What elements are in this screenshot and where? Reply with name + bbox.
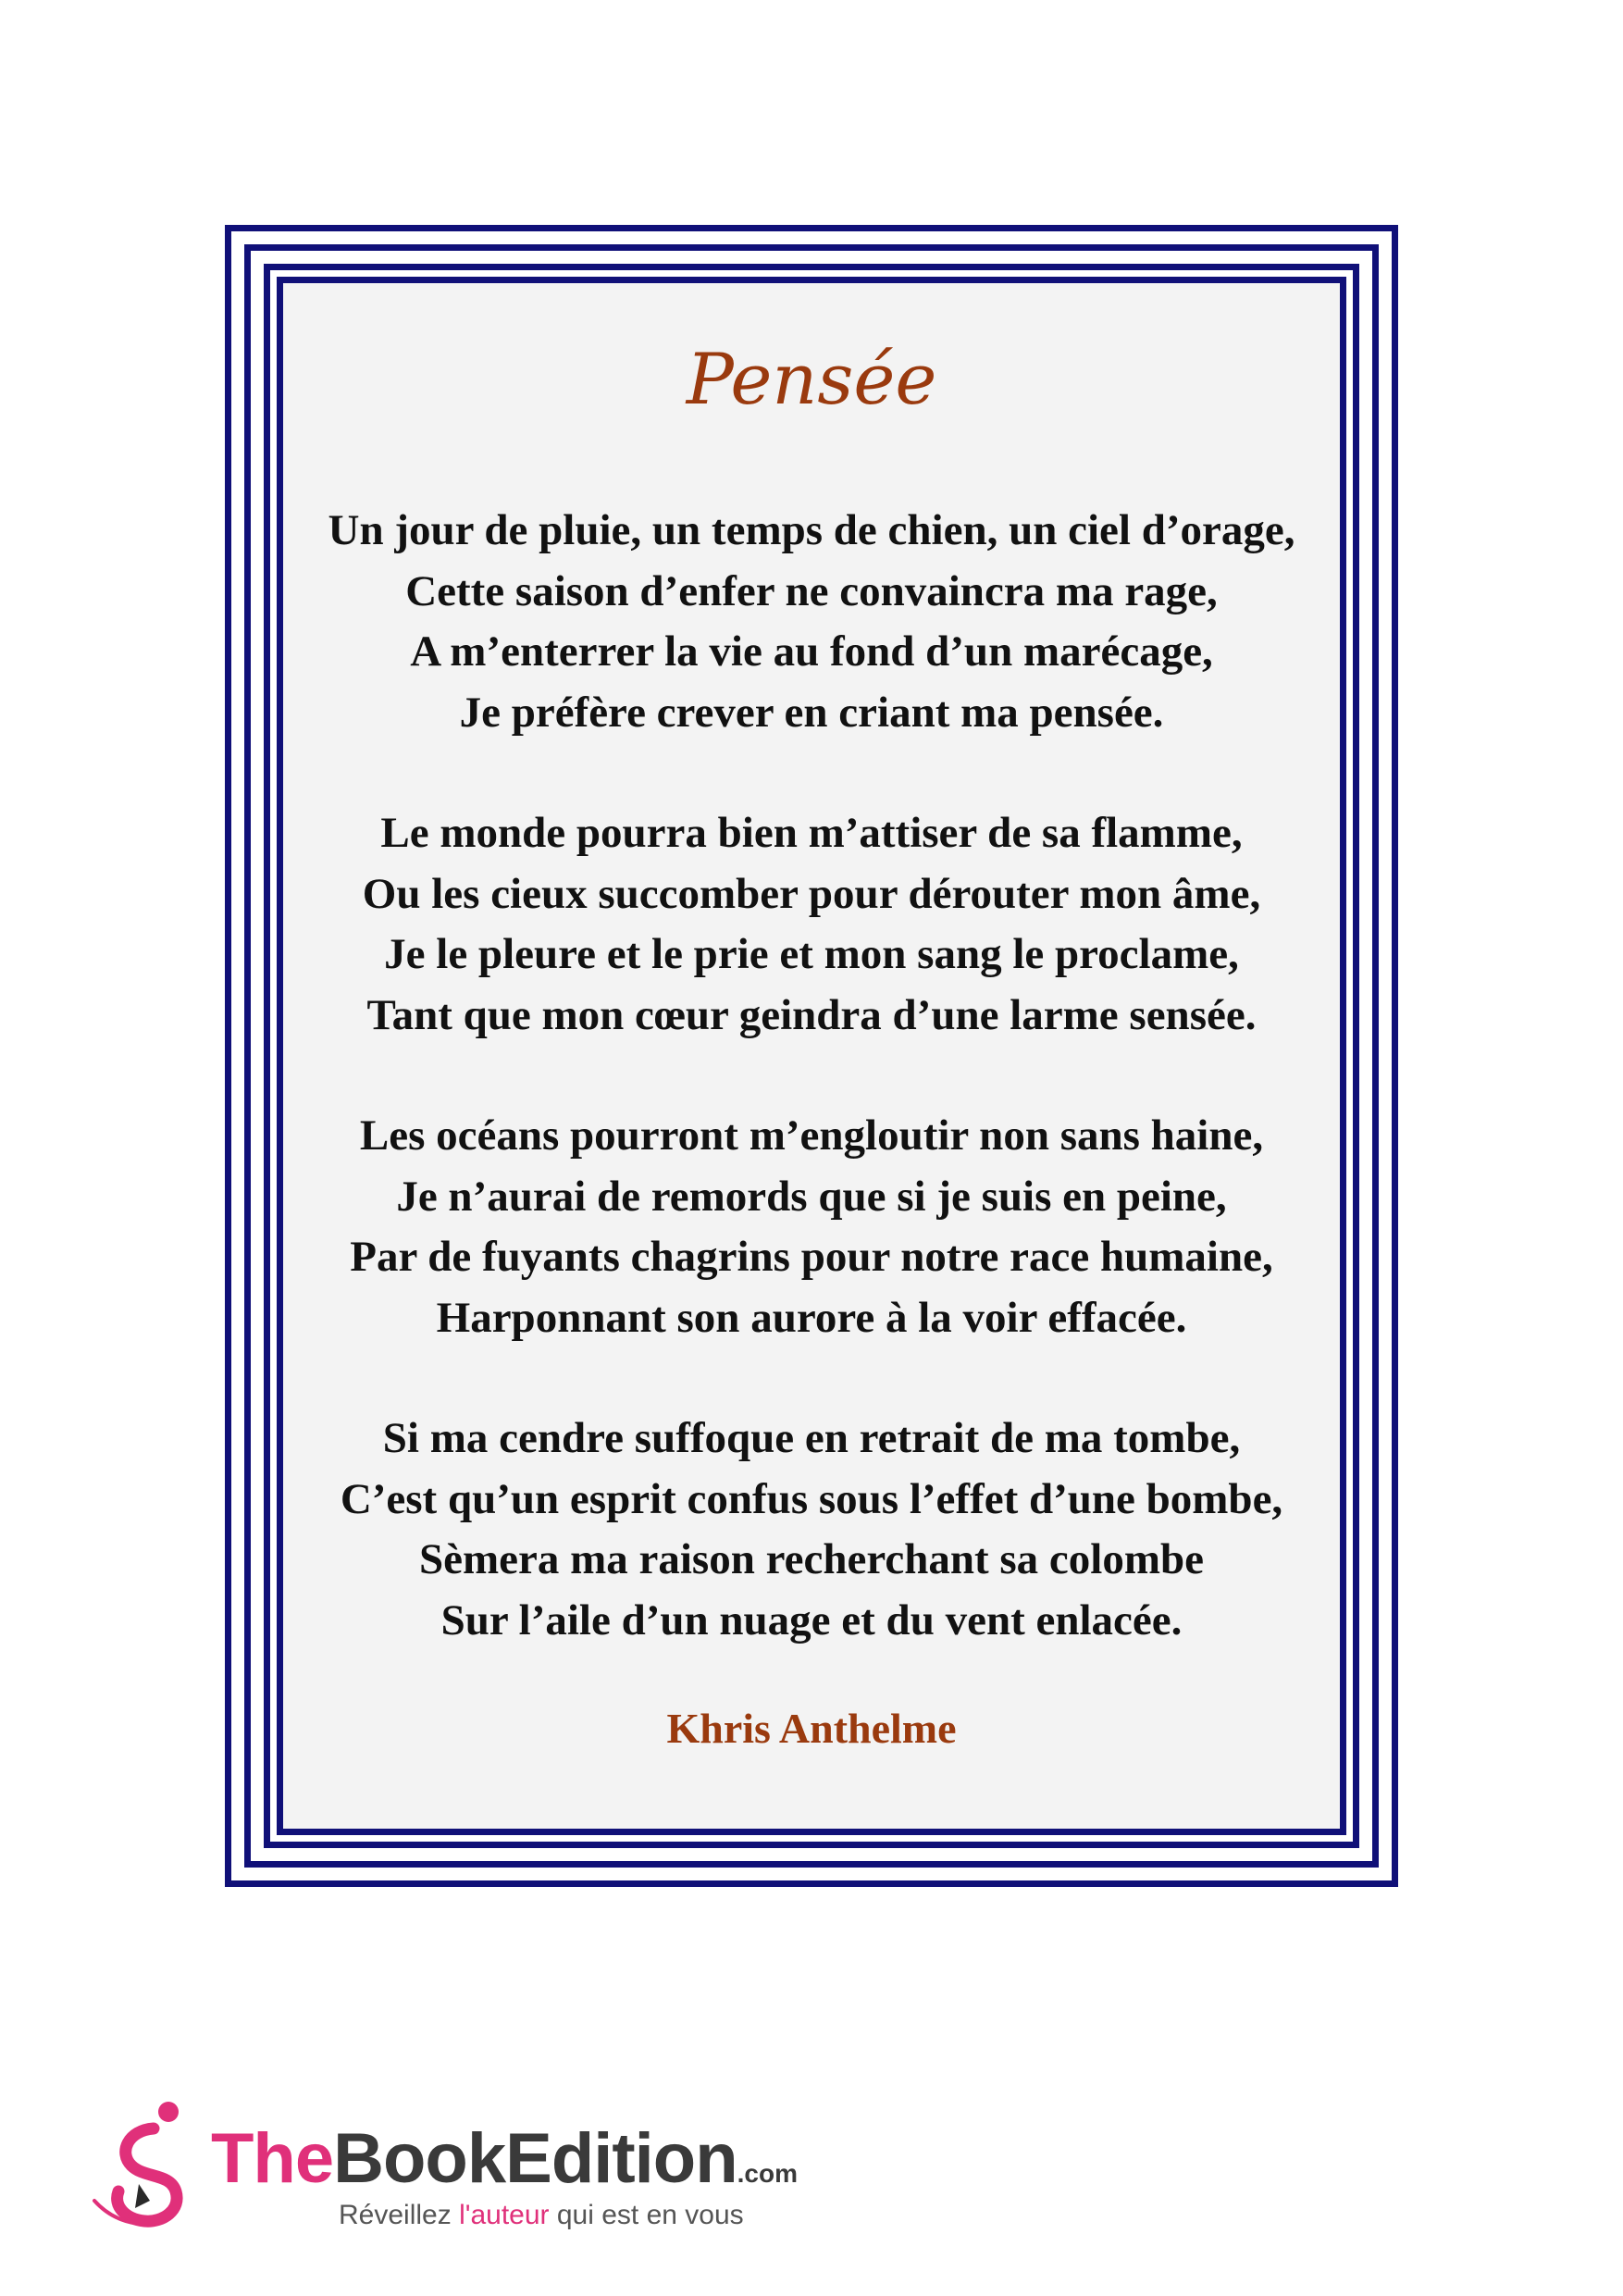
logo-wordmark-bookedition: BookEdition xyxy=(333,2119,737,2198)
logo-wordmark-com: .com xyxy=(737,2159,798,2188)
stanza-3 xyxy=(277,1106,1346,1348)
poem-line: Le monde pourra bien m’attiser de sa flamme, xyxy=(380,809,1243,857)
poem-line: Harponnant son aurore à la voir effacée. xyxy=(436,1293,1187,1342)
poem-line: Par de fuyants chagrins pour notre race humaine, xyxy=(350,1233,1273,1281)
poem-line: Tant que mon cœur geindra d’une larme sensée. xyxy=(366,990,1257,1039)
tagline-accent: l'auteur xyxy=(459,2200,550,2230)
poem-line: Sèmera ma raison recherchant sa colombe xyxy=(418,1535,1205,1583)
poem-body xyxy=(277,501,1346,1711)
stanza-2 xyxy=(277,803,1346,1046)
poem-line: Un jour de pluie, un temps de chien, un ciel d’orage, xyxy=(328,506,1295,554)
poem-line: Cette saison d’enfer ne convaincra ma rage, xyxy=(405,566,1218,615)
tagline-start: Réveillez xyxy=(339,2200,460,2230)
poem-line: Ou les cieux succomber pour dérouter mon âme, xyxy=(362,869,1261,918)
tagline-end: qui est en vous xyxy=(549,2200,744,2230)
stanza-1 xyxy=(277,501,1346,743)
logo-tagline xyxy=(339,2199,744,2232)
poem-line: Si ma cendre suffoque en retrait de ma tombe, xyxy=(382,1414,1241,1462)
poem-line: Je préfère crever en criant ma pensée. xyxy=(459,688,1164,737)
poem-line: Je le pleure et le prie et mon sang le proclame, xyxy=(384,930,1239,978)
poem-line: C’est qu’un esprit confus sous l’effet d’une bombe, xyxy=(340,1474,1283,1523)
poem-line: Les océans pourront m’engloutir non sans haine, xyxy=(359,1111,1264,1160)
logo-wordmark-the: The xyxy=(211,2119,334,2198)
poem-title: Pensée xyxy=(686,338,937,420)
poem-author: Khris Anthelme xyxy=(666,1705,957,1752)
thebookedition-logo-icon xyxy=(91,2099,202,2228)
poem-line: A m’enterrer la vie au fond d’un marécage, xyxy=(410,627,1213,676)
poem-line: Sur l’aile d’un nuage et du vent enlacée. xyxy=(440,1595,1183,1644)
thebookedition-logo[interactable] xyxy=(91,2099,831,2247)
stanza-4 xyxy=(277,1409,1346,1651)
poem-line: Je n’aurai de remords que si je suis en peine, xyxy=(396,1172,1227,1221)
